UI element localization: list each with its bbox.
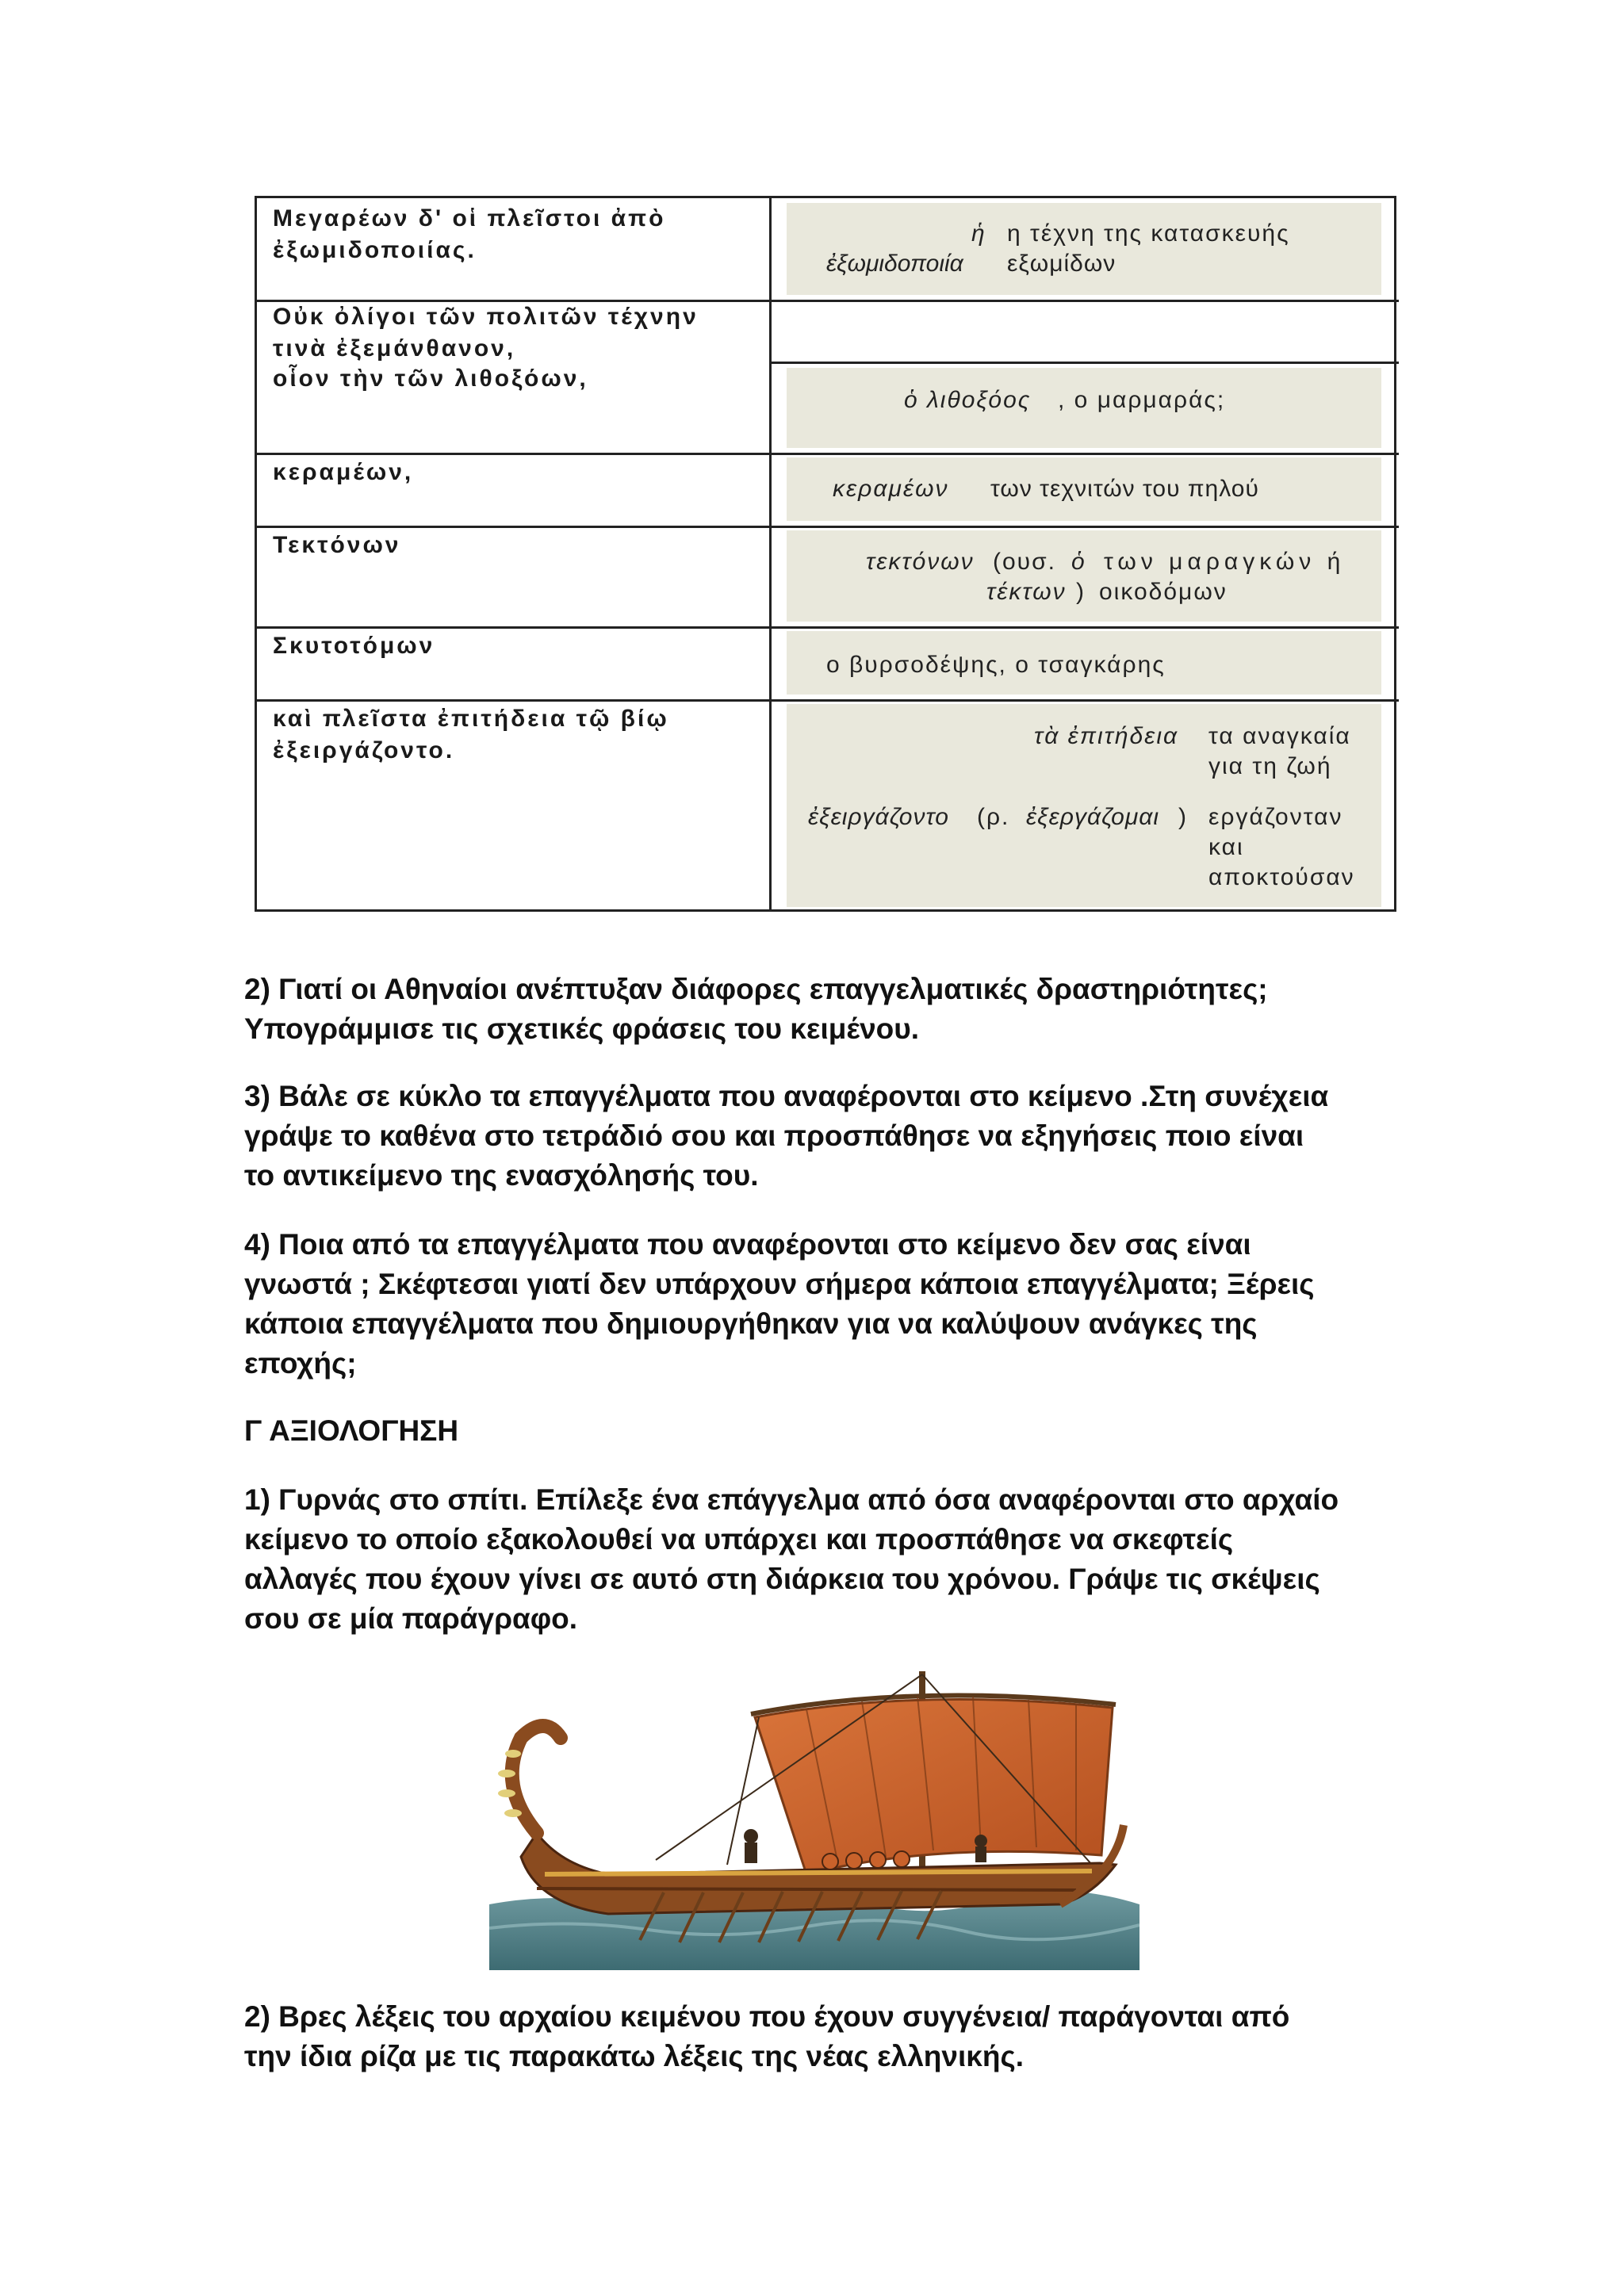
- gloss-text: , ο μαρμαράς;: [1058, 387, 1226, 413]
- ancient-text: Τεκτόνων: [273, 532, 401, 558]
- ship-icon: [489, 1667, 1139, 1970]
- row-divider: [257, 526, 1399, 528]
- gloss-text: ο βυρσοδέψης, ο τσαγκάρης: [826, 652, 1166, 678]
- evaluation-2: 2) Βρες λέξεις του αρχαίου κειμένου που έχουν συγγένεια/ παράγονται από την ίδια ρίζα με τις παρακάτω λέξεις της νέας ελληνικής.: [244, 2000, 1290, 2072]
- row-divider: [257, 453, 1399, 455]
- gloss-term: ὁ: [1071, 549, 1086, 575]
- question-2: 2) Γιατί οι Αθηναίοι ανέπτυξαν διάφορες επαγγελματικές δραστηριότητες; Υπογράμμισε τις σχετικές φράσεις του κειμένου.: [244, 973, 1268, 1045]
- gloss-text: των τεχνιτών του πηλού: [990, 476, 1259, 502]
- section-heading: Γ ΑΞΙΟΛΟΓΗΣΗ: [244, 1414, 459, 1447]
- question-3: 3) Βάλε σε κύκλο τα επαγγέλματα που αναφέρονται στο κείμενο .Στη συνέχεια γράψε το καθένα στο τετράδιό σου και προσπάθησε να εξηγήσεις ποιο είναι το αντικείμενο της ενασχόλησής του.: [244, 1080, 1329, 1192]
- ancient-text: οἷον τὴν τῶν λιθοξόων,: [273, 365, 588, 392]
- gloss-term: τεκτόνων: [866, 549, 975, 575]
- gloss-text: εξωμίδων: [1007, 251, 1116, 277]
- gloss-text: τα αναγκαία: [1208, 723, 1351, 749]
- gloss-term: κεραμέων: [833, 476, 949, 502]
- gloss-text: (ρ.: [977, 804, 1010, 830]
- gloss-text: των μαραγκών ή: [1104, 549, 1346, 575]
- ancient-text: Μεγαρέων δ' οἱ πλεῖστοι ἀπὸ ἐξωμιδοποιίας.: [273, 205, 666, 263]
- gloss-term: ἐξωμιδοποιία: [826, 251, 963, 277]
- question-4: 4) Ποια από τα επαγγέλματα που αναφέρονται στο κείμενο δεν σας είναι γνωστά ; Σκέφτεσαι γιατί δεν υπάρχουν σήμερα κάποια επαγγέλματα; Ξέρεις κάποια επαγγέλματα που δημιουργήθηκαν για να καλύψουν ανάγκες της εποχής;: [244, 1228, 1315, 1380]
- gloss-term: ἐξεργάζομαι: [1026, 804, 1160, 830]
- gloss-text: για τη ζωή: [1208, 753, 1332, 779]
- ancient-text: Οὐκ ὀλίγοι τῶν πολιτῶν τέχνην τινὰ ἐξεμάνθανον,: [273, 304, 699, 362]
- ancient-text: κεραμέων,: [273, 459, 414, 485]
- gloss-term: τὰ ἐπιτήδεια: [1034, 723, 1179, 749]
- row-divider: [257, 699, 1399, 702]
- gloss-text: οικοδόμων: [1099, 579, 1228, 605]
- gloss-term: ὁ λιθοξόος: [904, 387, 1032, 413]
- gloss-text: η τέχνη της κατασκευής: [1007, 220, 1290, 247]
- gloss-text: εργάζονταν: [1208, 804, 1343, 830]
- glossary-table: [255, 196, 1396, 912]
- gloss-text: αποκτούσαν: [1208, 864, 1355, 890]
- evaluation-1: 1) Γυρνάς στο σπίτι. Επίλεξε ένα επάγγελμα από όσα αναφέρονται στο αρχαίο κείμενο το οποίο εξακολουθεί να υπάρχει και προσπάθησε να σκεφτείς αλλαγές που έχουν γίνει σε αυτό στη διάρκεια του χρόνου. Γράψε τις σκέψεις σου σε μία παράγραφο.: [244, 1483, 1339, 1635]
- ship-illustration: [489, 1667, 1139, 1970]
- ancient-text: Σκυτοτόμων: [273, 633, 435, 659]
- row-divider: [257, 626, 1399, 629]
- gloss-term: ἡ: [971, 220, 986, 247]
- gloss-text: ): [1178, 804, 1188, 830]
- gloss-text: ): [1076, 579, 1086, 605]
- ancient-text: καὶ πλεῖστα ἐπιτήδεια τῷ βίῳ ἐξειργάζοντο.: [273, 706, 669, 763]
- row-divider: [772, 362, 1399, 364]
- gloss-term: τέκτων: [986, 579, 1067, 605]
- gloss-term: ἐξειργάζοντο: [808, 804, 949, 830]
- gloss-text: και: [1208, 834, 1244, 860]
- gloss-text: (ουσ.: [993, 549, 1056, 575]
